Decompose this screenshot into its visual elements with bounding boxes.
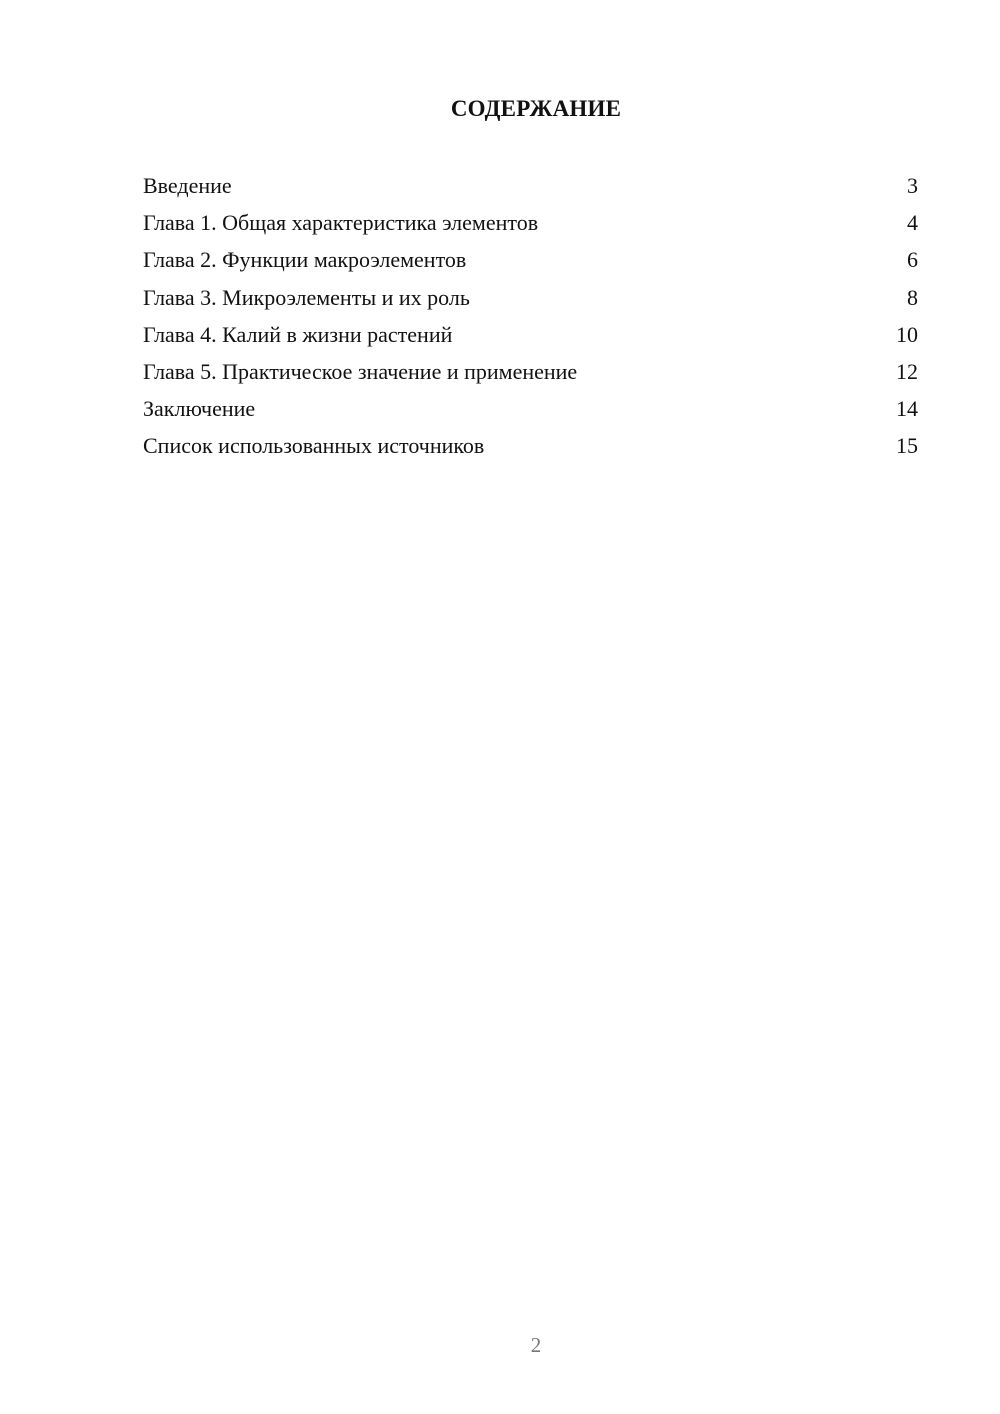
toc-entry-page-number: 14: [896, 396, 918, 422]
toc-entry-page-number: 10: [896, 321, 918, 347]
toc-entry-chapter-2[interactable]: [143, 241, 918, 278]
toc-entry-label: Глава 2. Функции макроэлементов: [143, 247, 467, 273]
toc-entry-label: Глава 3. Микроэлементы и их роль: [143, 284, 470, 310]
toc-entry-page-number: 8: [907, 284, 918, 310]
toc-entry-conclusion[interactable]: [143, 390, 918, 427]
toc-entry-chapter-1[interactable]: [143, 204, 918, 241]
toc-entry-label: Список использованных источников: [143, 433, 485, 459]
toc-entry-page-number: 12: [896, 358, 918, 384]
toc-entry-chapter-3[interactable]: [143, 279, 918, 316]
toc-entry-label: Глава 5. Практическое значение и применение: [143, 358, 578, 384]
toc-entry-introduction[interactable]: [143, 167, 918, 204]
toc-entry-label: Глава 4. Калий в жизни растений: [143, 321, 453, 347]
page-number: 2: [530, 1333, 542, 1357]
toc-entry-references[interactable]: [143, 427, 918, 464]
toc-entry-page-number: 15: [896, 433, 918, 459]
toc-entry-page-number: 6: [907, 247, 918, 273]
toc-entry-label: Введение: [143, 173, 232, 198]
toc-entry-chapter-4[interactable]: [143, 316, 918, 353]
toc-entry-page-number: 4: [907, 210, 918, 236]
toc-entry-label: Глава 1. Общая характеристика элементов: [143, 210, 539, 236]
toc-entry-page-number: 3: [907, 173, 918, 198]
toc-entry-label: Заключение: [143, 396, 256, 422]
page-title: СОДЕРЖАНИЕ: [450, 96, 622, 121]
toc-entry-chapter-5[interactable]: [143, 353, 918, 390]
table-of-contents: [143, 167, 918, 465]
